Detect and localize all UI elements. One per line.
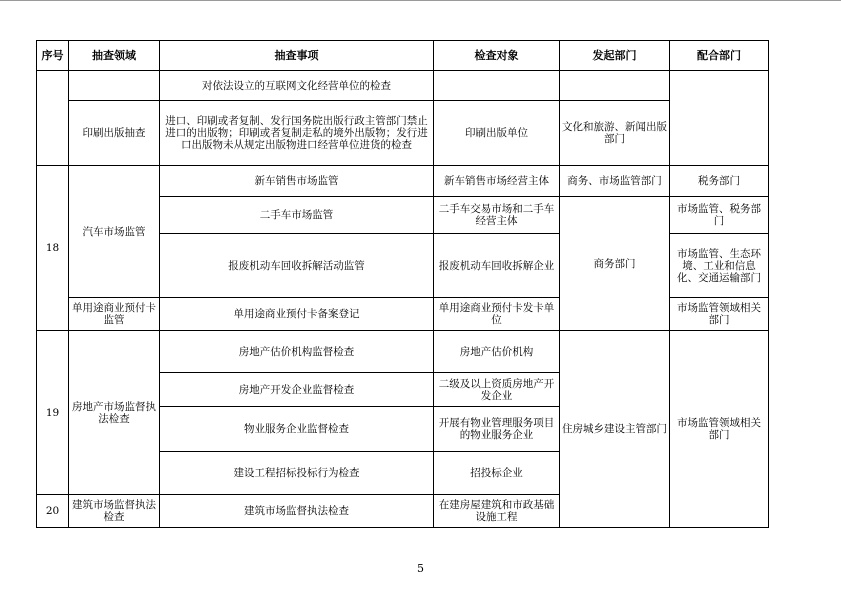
row-number: 18 (37, 166, 69, 331)
target-cell: 二级及以上资质房地产开发企业 (434, 373, 560, 407)
header-no: 序号 (37, 41, 69, 71)
target-cell: 招投标企业 (434, 452, 560, 495)
cooperator-cell: 市场监管领域相关部门 (670, 331, 769, 528)
target-cell: 报废机动车回收拆解企业 (434, 234, 560, 298)
item-cell: 建筑市场监督执法检查 (160, 495, 434, 528)
table-row (37, 166, 769, 197)
header-cooperator: 配合部门 (670, 41, 769, 71)
item-cell: 报废机动车回收拆解活动监管 (160, 234, 434, 298)
initiator-cell: 商务、市场监管部门 (560, 166, 670, 197)
cooperator-cell: 市场监管、生态环境、工业和信息化、交通运输部门 (670, 234, 769, 298)
header-target: 检查对象 (434, 41, 560, 71)
field-cell: 房地产市场监督执法检查 (69, 331, 160, 495)
initiator-cell: 住房城乡建设主管部门 (560, 331, 670, 528)
row-number: 20 (37, 495, 69, 528)
field-cell: 单用途商业预付卡监管 (69, 298, 160, 331)
item-cell: 建设工程招标投标行为检查 (160, 452, 434, 495)
item-cell: 物业服务企业监督检查 (160, 407, 434, 452)
field-cell: 汽车市场监管 (69, 166, 160, 298)
initiator-cell: 商务部门 (560, 197, 670, 331)
target-cell: 新车销售市场经营主体 (434, 166, 560, 197)
row-number: 19 (37, 331, 69, 495)
item-cell: 新车销售市场监管 (160, 166, 434, 197)
table-row (37, 331, 769, 373)
no-cell-empty (37, 71, 69, 166)
target-cell: 印刷出版单位 (434, 101, 560, 166)
field-cell-empty (69, 71, 160, 101)
item-cell: 房地产估价机构监督检查 (160, 331, 434, 373)
header-row (37, 41, 769, 71)
top-rule (0, 0, 841, 1)
field-cell: 建筑市场监督执法检查 (69, 495, 160, 528)
inspection-table (36, 40, 769, 528)
item-cell: 二手车市场监管 (160, 197, 434, 234)
cooperator-cell: 市场监管领域相关部门 (670, 298, 769, 331)
cooperator-cell: 市场监管、税务部门 (670, 197, 769, 234)
field-cell: 印刷出版抽查 (69, 101, 160, 166)
cooperator-cell-empty (670, 71, 769, 166)
target-cell: 开展有物业管理服务项目的物业服务企业 (434, 407, 560, 452)
item-cell: 对依法设立的互联网文化经营单位的检查 (160, 71, 434, 101)
item-cell: 进口、印刷或者复制、发行国务院出版行政主管部门禁止进口的出版物；印刷或者复制走私的境外出版物；发行进口出版物未从规定出版物进口经营单位进货的检查 (160, 101, 434, 166)
item-cell: 单用途商业预付卡备案登记 (160, 298, 434, 331)
table-row (37, 71, 769, 101)
header-initiator: 发起部门 (560, 41, 670, 71)
target-cell: 二手车交易市场和二手车经营主体 (434, 197, 560, 234)
header-field: 抽查领域 (69, 41, 160, 71)
target-cell: 在建房屋建筑和市政基础设施工程 (434, 495, 560, 528)
target-cell: 房地产估价机构 (434, 331, 560, 373)
target-cell-empty (434, 71, 560, 101)
page-number: 5 (417, 562, 424, 575)
header-item: 抽查事项 (160, 41, 434, 71)
target-cell: 单用途商业预付卡发卡单位 (434, 298, 560, 331)
item-cell: 房地产开发企业监督检查 (160, 373, 434, 407)
initiator-cell-empty (560, 71, 670, 101)
initiator-cell: 文化和旅游、新闻出版部门 (560, 101, 670, 166)
table-row (37, 101, 769, 166)
cooperator-cell: 税务部门 (670, 166, 769, 197)
